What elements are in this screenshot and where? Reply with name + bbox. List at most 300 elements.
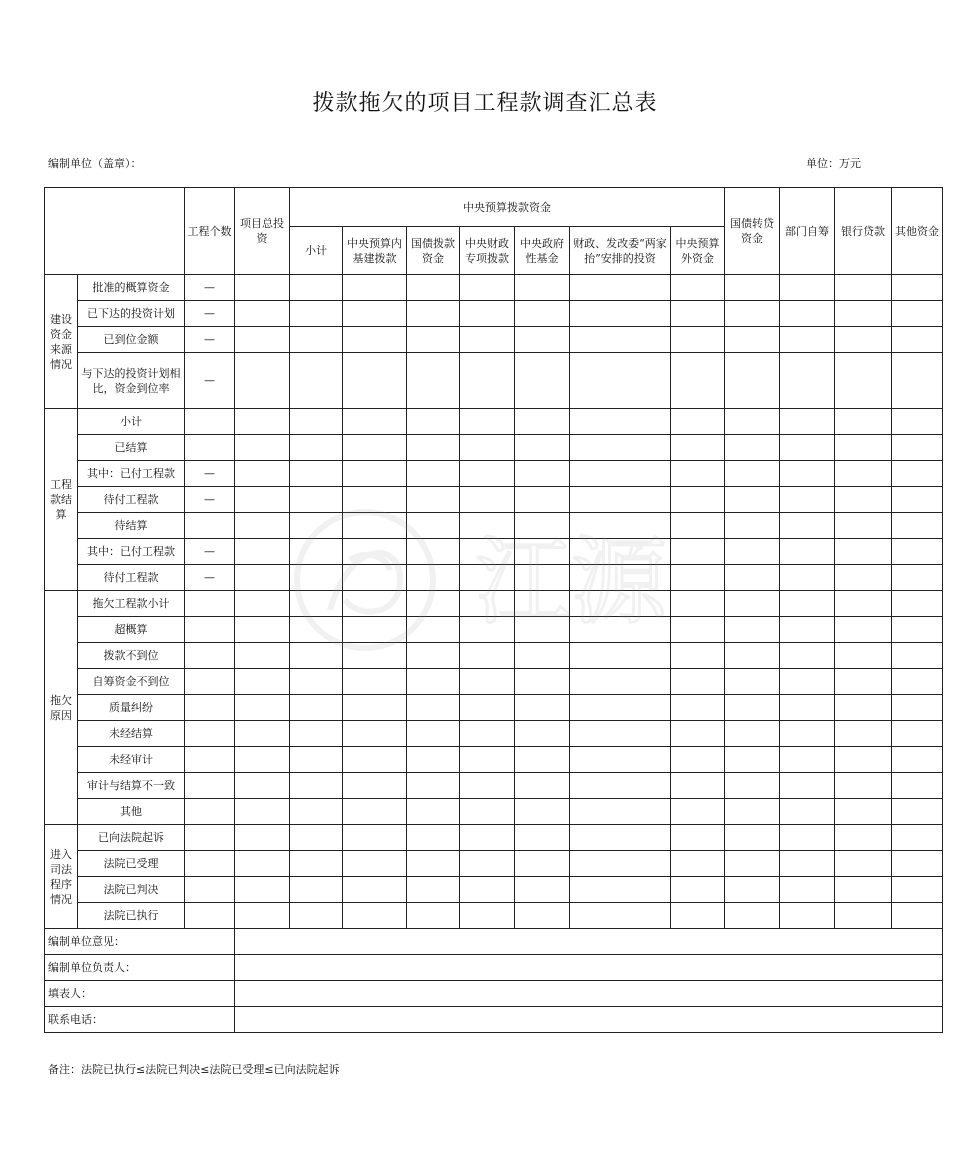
table-row — [45, 617, 943, 643]
watermark-text: 江源 — [475, 526, 667, 638]
table-row — [45, 409, 943, 435]
data-cell — [892, 565, 943, 591]
data-cell — [780, 669, 835, 695]
data-cell — [671, 461, 725, 487]
data-cell — [892, 275, 943, 301]
data-cell — [235, 513, 290, 539]
data-cell — [407, 565, 460, 591]
data-cell — [460, 539, 515, 565]
data-cell — [570, 851, 671, 877]
data-cell — [725, 461, 780, 487]
data-cell — [290, 617, 343, 643]
section-label: 进入司法程序情况 — [45, 825, 78, 929]
data-cell — [515, 513, 570, 539]
data-cell — [460, 435, 515, 461]
data-cell — [515, 327, 570, 353]
data-cell — [892, 591, 943, 617]
data-cell — [290, 591, 343, 617]
row-label: 待结算 — [78, 513, 185, 539]
data-cell — [780, 513, 835, 539]
data-cell — [835, 721, 892, 747]
data-cell — [780, 695, 835, 721]
data-cell — [343, 877, 407, 903]
project-count-cell — [185, 851, 235, 877]
table-row — [45, 487, 943, 513]
data-cell — [671, 275, 725, 301]
data-cell — [780, 617, 835, 643]
data-cell — [780, 851, 835, 877]
data-cell — [515, 643, 570, 669]
data-cell — [835, 825, 892, 851]
data-cell — [343, 721, 407, 747]
data-cell — [671, 353, 725, 409]
data-cell — [515, 903, 570, 929]
data-cell — [343, 435, 407, 461]
data-cell — [460, 513, 515, 539]
header-off-budget: 中央预算外资金 — [671, 227, 725, 275]
data-cell — [835, 275, 892, 301]
project-count-cell — [185, 617, 235, 643]
data-cell — [515, 721, 570, 747]
data-cell — [407, 461, 460, 487]
data-cell — [725, 435, 780, 461]
table-row — [45, 565, 943, 591]
data-cell — [671, 301, 725, 327]
data-cell — [515, 353, 570, 409]
data-cell — [407, 435, 460, 461]
data-cell — [725, 409, 780, 435]
data-cell — [515, 487, 570, 513]
row-label: 批准的概算资金 — [78, 275, 185, 301]
data-cell — [235, 327, 290, 353]
data-cell — [460, 301, 515, 327]
data-cell — [407, 539, 460, 565]
data-cell — [780, 435, 835, 461]
row-label: 待付工程款 — [78, 565, 185, 591]
data-cell — [235, 565, 290, 591]
data-cell — [570, 721, 671, 747]
row-label: 其他 — [78, 799, 185, 825]
data-cell — [570, 669, 671, 695]
data-cell — [343, 565, 407, 591]
data-cell — [892, 799, 943, 825]
data-cell — [671, 851, 725, 877]
data-cell — [407, 695, 460, 721]
data-cell — [515, 461, 570, 487]
data-cell — [892, 643, 943, 669]
data-cell — [725, 825, 780, 851]
data-cell — [780, 903, 835, 929]
data-cell — [671, 617, 725, 643]
data-cell — [725, 643, 780, 669]
table-row — [45, 591, 943, 617]
data-cell — [235, 461, 290, 487]
data-cell — [835, 877, 892, 903]
data-cell — [515, 747, 570, 773]
data-cell — [892, 301, 943, 327]
data-cell — [407, 903, 460, 929]
data-cell — [407, 513, 460, 539]
row-label: 审计与结算不一致 — [78, 773, 185, 799]
data-cell — [515, 799, 570, 825]
table-row — [45, 301, 943, 327]
data-cell — [460, 591, 515, 617]
project-count-cell: — — [185, 539, 235, 565]
data-cell — [515, 877, 570, 903]
data-cell — [570, 825, 671, 851]
data-cell — [725, 903, 780, 929]
data-cell — [725, 591, 780, 617]
row-label: 已下达的投资计划 — [78, 301, 185, 327]
data-cell — [725, 851, 780, 877]
data-cell — [570, 539, 671, 565]
header-bank-loan: 银行贷款 — [835, 188, 892, 275]
footer-label: 编制单位负责人： — [45, 955, 235, 981]
data-cell — [570, 461, 671, 487]
header-blank-cell — [45, 188, 185, 275]
data-cell — [570, 695, 671, 721]
data-cell — [892, 461, 943, 487]
data-cell — [780, 825, 835, 851]
data-cell — [343, 773, 407, 799]
data-cell — [892, 435, 943, 461]
data-cell — [460, 461, 515, 487]
table-row — [45, 435, 943, 461]
data-cell — [835, 513, 892, 539]
data-cell — [343, 487, 407, 513]
data-cell — [407, 851, 460, 877]
table-row — [45, 539, 943, 565]
data-cell — [671, 799, 725, 825]
data-cell — [343, 353, 407, 409]
project-count-cell: — — [185, 353, 235, 409]
data-cell — [515, 851, 570, 877]
footer-label: 联系电话： — [45, 1007, 235, 1033]
header-subtotal: 小计 — [290, 227, 343, 275]
data-cell — [290, 877, 343, 903]
project-count-cell: — — [185, 275, 235, 301]
data-cell — [780, 487, 835, 513]
data-cell — [407, 353, 460, 409]
data-cell — [570, 409, 671, 435]
data-cell — [835, 591, 892, 617]
data-cell — [835, 643, 892, 669]
data-cell — [780, 301, 835, 327]
data-cell — [290, 721, 343, 747]
data-cell — [725, 877, 780, 903]
data-cell — [671, 327, 725, 353]
data-cell — [407, 409, 460, 435]
data-cell — [343, 851, 407, 877]
data-cell — [780, 799, 835, 825]
data-cell — [725, 721, 780, 747]
data-cell — [343, 513, 407, 539]
data-cell — [725, 513, 780, 539]
data-cell — [290, 669, 343, 695]
unit-label: 单位：万元 — [806, 157, 861, 170]
data-cell — [835, 353, 892, 409]
data-cell — [235, 851, 290, 877]
data-cell — [835, 409, 892, 435]
data-cell — [290, 747, 343, 773]
data-cell — [343, 669, 407, 695]
project-count-cell — [185, 799, 235, 825]
data-cell — [570, 301, 671, 327]
project-count-cell — [185, 825, 235, 851]
footer-value-cell — [235, 929, 943, 955]
data-cell — [671, 591, 725, 617]
data-cell — [892, 487, 943, 513]
data-cell — [892, 353, 943, 409]
header-total-investment: 项目总投资 — [235, 188, 290, 275]
data-cell — [290, 327, 343, 353]
data-cell — [835, 461, 892, 487]
table-row — [45, 825, 943, 851]
data-cell — [407, 669, 460, 695]
data-cell — [460, 721, 515, 747]
table-row — [45, 773, 943, 799]
project-count-cell: — — [185, 565, 235, 591]
data-cell — [570, 877, 671, 903]
table-row — [45, 353, 943, 409]
data-cell — [515, 617, 570, 643]
data-cell — [725, 773, 780, 799]
data-cell — [671, 435, 725, 461]
data-cell — [460, 747, 515, 773]
header-bond-funding: 国债拨款资金 — [407, 227, 460, 275]
data-cell — [235, 773, 290, 799]
data-cell — [671, 539, 725, 565]
data-cell — [343, 643, 407, 669]
header-project-count: 工程个数 — [185, 188, 235, 275]
data-cell — [235, 643, 290, 669]
data-cell — [671, 643, 725, 669]
data-cell — [407, 747, 460, 773]
data-cell — [570, 773, 671, 799]
row-label: 超概算 — [78, 617, 185, 643]
data-cell — [725, 747, 780, 773]
data-cell — [570, 487, 671, 513]
row-label: 已到位金额 — [78, 327, 185, 353]
data-cell — [671, 773, 725, 799]
data-cell — [671, 695, 725, 721]
data-cell — [671, 513, 725, 539]
data-cell — [515, 669, 570, 695]
data-cell — [671, 747, 725, 773]
table-row — [45, 275, 943, 301]
page-title: 拨款拖欠的项目工程款调查汇总表 — [312, 91, 658, 116]
data-cell — [892, 721, 943, 747]
row-label: 未经审计 — [78, 747, 185, 773]
header-dept-self: 部门自筹 — [780, 188, 835, 275]
data-cell — [671, 825, 725, 851]
row-label: 已结算 — [78, 435, 185, 461]
data-cell — [343, 327, 407, 353]
data-cell — [835, 539, 892, 565]
data-cell — [835, 773, 892, 799]
data-cell — [570, 617, 671, 643]
data-cell — [725, 695, 780, 721]
data-cell — [235, 353, 290, 409]
data-cell — [460, 643, 515, 669]
data-cell — [725, 301, 780, 327]
data-cell — [780, 721, 835, 747]
data-cell — [515, 695, 570, 721]
data-cell — [343, 695, 407, 721]
row-label: 其中：已付工程款 — [78, 461, 185, 487]
project-count-cell — [185, 669, 235, 695]
project-count-cell — [185, 903, 235, 929]
data-cell — [343, 409, 407, 435]
project-count-cell — [185, 409, 235, 435]
data-cell — [780, 591, 835, 617]
row-label: 质量纠纷 — [78, 695, 185, 721]
data-cell — [235, 487, 290, 513]
data-cell — [235, 825, 290, 851]
data-cell — [407, 773, 460, 799]
table-row — [45, 695, 943, 721]
data-cell — [892, 825, 943, 851]
data-cell — [780, 275, 835, 301]
table-row — [45, 877, 943, 903]
data-cell — [835, 327, 892, 353]
data-cell — [343, 747, 407, 773]
data-cell — [780, 877, 835, 903]
data-cell — [460, 695, 515, 721]
data-cell — [892, 617, 943, 643]
data-cell — [235, 539, 290, 565]
data-cell — [570, 903, 671, 929]
data-cell — [725, 565, 780, 591]
data-cell — [671, 487, 725, 513]
data-cell — [892, 669, 943, 695]
section-label: 拖欠原因 — [45, 591, 78, 825]
table-row — [45, 669, 943, 695]
data-cell — [570, 327, 671, 353]
footnote: 备注：法院已执行≤法院已判决≤法院已受理≤已向法院起诉 — [48, 1063, 340, 1076]
data-cell — [892, 327, 943, 353]
row-label: 拨款不到位 — [78, 643, 185, 669]
data-cell — [235, 695, 290, 721]
data-cell — [780, 565, 835, 591]
header-central-construction: 中央预算内基建拨款 — [343, 227, 407, 275]
data-cell — [835, 487, 892, 513]
project-count-cell — [185, 721, 235, 747]
data-cell — [892, 539, 943, 565]
data-cell — [407, 327, 460, 353]
data-cell — [290, 903, 343, 929]
footer-value-cell — [235, 1007, 943, 1033]
data-cell — [235, 747, 290, 773]
header-two-offices: 财政、发改委“两家抬”安排的投资 — [570, 227, 671, 275]
data-cell — [515, 773, 570, 799]
data-cell — [290, 851, 343, 877]
project-count-cell — [185, 747, 235, 773]
data-cell — [570, 565, 671, 591]
data-cell — [343, 799, 407, 825]
data-cell — [460, 353, 515, 409]
data-cell — [570, 747, 671, 773]
data-cell — [460, 903, 515, 929]
data-cell — [407, 643, 460, 669]
header-other-funds: 其他资金 — [892, 188, 943, 275]
project-count-cell — [185, 643, 235, 669]
data-cell — [892, 695, 943, 721]
data-cell — [515, 409, 570, 435]
data-cell — [835, 695, 892, 721]
data-cell — [515, 435, 570, 461]
data-cell — [671, 409, 725, 435]
data-cell — [570, 513, 671, 539]
data-cell — [515, 825, 570, 851]
project-count-cell — [185, 435, 235, 461]
data-cell — [343, 275, 407, 301]
data-cell — [290, 695, 343, 721]
table-row — [45, 513, 943, 539]
project-count-cell — [185, 773, 235, 799]
data-cell — [725, 353, 780, 409]
data-cell — [343, 461, 407, 487]
project-count-cell: — — [185, 301, 235, 327]
compiler-label: 编制单位（盖章）： — [48, 157, 142, 170]
data-cell — [460, 275, 515, 301]
header-central-budget-group: 中央预算拨款资金 — [290, 188, 725, 227]
data-cell — [780, 327, 835, 353]
row-label: 小计 — [78, 409, 185, 435]
footer-label: 编制单位意见： — [45, 929, 235, 955]
footer-row — [45, 929, 943, 955]
data-cell — [570, 799, 671, 825]
data-cell — [290, 643, 343, 669]
data-cell — [515, 275, 570, 301]
data-cell — [290, 539, 343, 565]
data-cell — [570, 275, 671, 301]
footer-value-cell — [235, 981, 943, 1007]
row-label: 自筹资金不到位 — [78, 669, 185, 695]
data-cell — [570, 435, 671, 461]
data-cell — [835, 747, 892, 773]
footer-row — [45, 981, 943, 1007]
footer-value-cell — [235, 955, 943, 981]
data-cell — [290, 461, 343, 487]
data-cell — [460, 773, 515, 799]
row-label: 法院已判决 — [78, 877, 185, 903]
data-cell — [515, 591, 570, 617]
data-cell — [235, 799, 290, 825]
row-label: 待付工程款 — [78, 487, 185, 513]
data-cell — [235, 669, 290, 695]
footer-row — [45, 1007, 943, 1033]
data-cell — [460, 825, 515, 851]
data-cell — [407, 825, 460, 851]
data-cell — [290, 799, 343, 825]
data-cell — [343, 903, 407, 929]
data-cell — [835, 301, 892, 327]
data-cell — [460, 851, 515, 877]
project-count-cell: — — [185, 487, 235, 513]
data-cell — [671, 565, 725, 591]
data-cell — [290, 353, 343, 409]
data-cell — [892, 773, 943, 799]
section-label: 建设资金来源情况 — [45, 275, 78, 409]
data-cell — [343, 617, 407, 643]
data-cell — [407, 877, 460, 903]
data-cell — [725, 327, 780, 353]
data-cell — [235, 591, 290, 617]
data-cell — [725, 487, 780, 513]
data-cell — [671, 669, 725, 695]
data-cell — [290, 301, 343, 327]
